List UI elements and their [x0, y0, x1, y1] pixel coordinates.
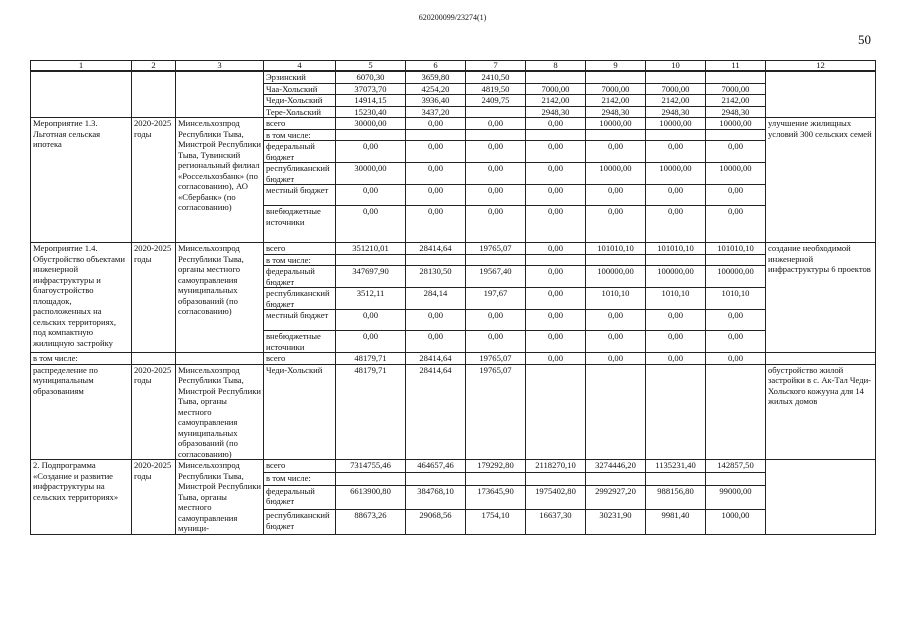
- value-cell: 28414,64: [406, 353, 466, 365]
- value-cell: 2409,75: [466, 95, 526, 107]
- value-cell: 0,00: [646, 141, 706, 163]
- value-cell: 0,00: [406, 141, 466, 163]
- value-cell: [466, 254, 526, 266]
- district-label: Эрзинский: [264, 71, 336, 83]
- measure-executor: Минсельхозпрод Республики Тыва, Минстрой Республики Тыва, органы местного самоуправления муниципальных образований (по согласованию): [176, 364, 264, 460]
- value-cell: 101010,10: [586, 243, 646, 255]
- funding-source-label: республиканский бюджет: [264, 288, 336, 310]
- cell-empty: [766, 71, 876, 118]
- value-cell: 2142,00: [646, 95, 706, 107]
- district-label: Тере-Хольский: [264, 106, 336, 118]
- measure-years: 2020-2025 годы: [132, 460, 176, 535]
- value-cell: [466, 129, 526, 141]
- funding-source-label: республиканский бюджет: [264, 510, 336, 534]
- value-cell: [406, 129, 466, 141]
- value-cell: 28414,64: [406, 364, 466, 460]
- funding-source-label: в том числе:: [264, 129, 336, 141]
- measure-result: улучшение жилищных условий 300 сельских семей: [766, 118, 876, 243]
- funding-source-label: всего: [264, 118, 336, 130]
- value-cell: [646, 254, 706, 266]
- measure-name: 2. Подпрограмма «Создание и развитие инфраструктуры на сельских территориях»: [31, 460, 132, 535]
- value-cell: 0,00: [406, 163, 466, 185]
- value-cell: 179292,80: [466, 460, 526, 473]
- value-cell: 0,00: [406, 331, 466, 353]
- value-cell: [706, 254, 766, 266]
- value-cell: 100000,00: [586, 266, 646, 288]
- value-cell: [336, 129, 406, 141]
- value-cell: 0,00: [336, 185, 406, 206]
- value-cell: 7000,00: [586, 83, 646, 95]
- value-cell: 19567,40: [466, 266, 526, 288]
- value-cell: 0,00: [646, 206, 706, 243]
- value-cell: 30231,90: [586, 510, 646, 534]
- value-cell: 3936,40: [406, 95, 466, 107]
- column-header: 8: [526, 61, 586, 72]
- value-cell: [646, 129, 706, 141]
- value-cell: 142857,50: [706, 460, 766, 473]
- value-cell: 0,00: [586, 141, 646, 163]
- value-cell: 30000,00: [336, 118, 406, 130]
- value-cell: 15230,40: [336, 106, 406, 118]
- value-cell: 2948,30: [526, 106, 586, 118]
- value-cell: [586, 71, 646, 83]
- value-cell: 10000,00: [706, 163, 766, 185]
- value-cell: 284,14: [406, 288, 466, 310]
- value-cell: 3512,11: [336, 288, 406, 310]
- column-header: 3: [176, 61, 264, 72]
- value-cell: 0,00: [586, 206, 646, 243]
- value-cell: 7000,00: [526, 83, 586, 95]
- value-cell: 48179,71: [336, 353, 406, 365]
- value-cell: 101010,10: [706, 243, 766, 255]
- value-cell: 4254,20: [406, 83, 466, 95]
- value-cell: [706, 364, 766, 460]
- value-cell: 0,00: [526, 331, 586, 353]
- value-cell: 0,00: [466, 118, 526, 130]
- value-cell: [706, 129, 766, 141]
- value-cell: [336, 254, 406, 266]
- value-cell: 10000,00: [706, 118, 766, 130]
- table-row: [31, 118, 876, 130]
- district-label: Чеди-Хольский: [264, 364, 336, 460]
- including-label: в том числе:: [31, 353, 132, 365]
- value-cell: 988156,80: [646, 485, 706, 509]
- value-cell: 1975402,80: [526, 485, 586, 509]
- funding-source-label: местный бюджет: [264, 310, 336, 331]
- measure-years: 2020-2025 годы: [132, 243, 176, 353]
- measure-years: 2020-2025 годы: [132, 364, 176, 460]
- value-cell: 0,00: [406, 118, 466, 130]
- value-cell: [586, 472, 646, 485]
- measure-result: [766, 460, 876, 535]
- funding-source-label: всего: [264, 353, 336, 365]
- value-cell: 0,00: [526, 266, 586, 288]
- value-cell: 0,00: [706, 185, 766, 206]
- value-cell: [526, 254, 586, 266]
- value-cell: 0,00: [336, 141, 406, 163]
- value-cell: 3659,80: [406, 71, 466, 83]
- measure-name: Мероприятие 1.4. Обустройство объектами инженерной инфраструктуры и благоустройство площадок, расположенных на сельских территориях, под компактную жилищную застройку: [31, 243, 132, 353]
- measure-executor: Минсельхозпрод Республики Тыва, Минстрой Республики Тыва, Тувинский региональный филиал «Россельхозбанк» (по согласованию), АО «Сбербанк» (по согласованию): [176, 118, 264, 243]
- value-cell: [586, 129, 646, 141]
- value-cell: 28130,50: [406, 266, 466, 288]
- budget-table: [30, 60, 876, 535]
- value-cell: 0,00: [586, 331, 646, 353]
- value-cell: [646, 71, 706, 83]
- value-cell: [706, 472, 766, 485]
- value-cell: 19765,07: [466, 243, 526, 255]
- value-cell: 3274446,20: [586, 460, 646, 473]
- value-cell: [406, 472, 466, 485]
- value-cell: 1010,10: [586, 288, 646, 310]
- value-cell: 9981,40: [646, 510, 706, 534]
- value-cell: 0,00: [526, 310, 586, 331]
- value-cell: 2118270,10: [526, 460, 586, 473]
- value-cell: 0,00: [586, 310, 646, 331]
- table-row: [31, 460, 876, 473]
- value-cell: 48179,71: [336, 364, 406, 460]
- district-label: Чаа-Хольский: [264, 83, 336, 95]
- column-header: 11: [706, 61, 766, 72]
- value-cell: 0,00: [646, 185, 706, 206]
- table-row: [31, 243, 876, 255]
- value-cell: 0,00: [706, 331, 766, 353]
- table-row: [31, 353, 876, 365]
- value-cell: 2992927,20: [586, 485, 646, 509]
- value-cell: 7000,00: [706, 83, 766, 95]
- value-cell: 0,00: [586, 185, 646, 206]
- value-cell: 2142,00: [706, 95, 766, 107]
- value-cell: 0,00: [526, 141, 586, 163]
- measure-executor: Минсельхозпрод Республики Тыва, Минстрой Республики Тыва, органы местного самоуправления муници-: [176, 460, 264, 535]
- value-cell: 101010,10: [646, 243, 706, 255]
- value-cell: 0,00: [586, 353, 646, 365]
- value-cell: 0,00: [526, 353, 586, 365]
- value-cell: 1010,10: [646, 288, 706, 310]
- value-cell: 10000,00: [586, 118, 646, 130]
- funding-source-label: местный бюджет: [264, 185, 336, 206]
- funding-source-label: всего: [264, 460, 336, 473]
- value-cell: 2948,30: [586, 106, 646, 118]
- value-cell: 0,00: [526, 206, 586, 243]
- measure-name: Мероприятие 1.3. Льготная сельская ипотека: [31, 118, 132, 243]
- value-cell: [406, 254, 466, 266]
- value-cell: 0,00: [706, 310, 766, 331]
- value-cell: 6613900,80: [336, 485, 406, 509]
- value-cell: 0,00: [466, 331, 526, 353]
- column-header: 6: [406, 61, 466, 72]
- value-cell: 0,00: [466, 141, 526, 163]
- value-cell: 2948,30: [706, 106, 766, 118]
- table-row: [31, 364, 876, 460]
- funding-source-label: в том числе:: [264, 472, 336, 485]
- value-cell: 7000,00: [646, 83, 706, 95]
- value-cell: 100000,00: [646, 266, 706, 288]
- value-cell: [646, 364, 706, 460]
- measure-name: распределение по муниципальным образованиям: [31, 364, 132, 460]
- value-cell: 19765,07: [466, 364, 526, 460]
- cell-empty: [176, 71, 264, 118]
- value-cell: [646, 472, 706, 485]
- value-cell: 384768,10: [406, 485, 466, 509]
- value-cell: 10000,00: [646, 163, 706, 185]
- cell-empty: [132, 71, 176, 118]
- value-cell: 37073,70: [336, 83, 406, 95]
- cell-empty: [31, 71, 132, 118]
- value-cell: 0,00: [466, 185, 526, 206]
- funding-source-label: республиканский бюджет: [264, 163, 336, 185]
- value-cell: [466, 106, 526, 118]
- funding-source-label: внебюджетные источники: [264, 331, 336, 353]
- cell-empty: [766, 353, 876, 365]
- value-cell: 351210,01: [336, 243, 406, 255]
- value-cell: 6070,30: [336, 71, 406, 83]
- measure-years: 2020-2025 годы: [132, 118, 176, 243]
- value-cell: 0,00: [406, 310, 466, 331]
- value-cell: 0,00: [526, 243, 586, 255]
- value-cell: 2142,00: [526, 95, 586, 107]
- value-cell: 0,00: [646, 331, 706, 353]
- funding-source-label: в том числе:: [264, 254, 336, 266]
- value-cell: 10000,00: [646, 118, 706, 130]
- value-cell: 30000,00: [336, 163, 406, 185]
- value-cell: 173645,90: [466, 485, 526, 509]
- value-cell: 0,00: [336, 310, 406, 331]
- value-cell: 0,00: [406, 206, 466, 243]
- value-cell: 0,00: [526, 185, 586, 206]
- value-cell: 7314755,46: [336, 460, 406, 473]
- cell-empty: [176, 353, 264, 365]
- value-cell: [526, 129, 586, 141]
- measure-result: создание необходимой инженерной инфраструктуры 6 проектов: [766, 243, 876, 353]
- district-label: Чеди-Хольский: [264, 95, 336, 107]
- value-cell: [706, 71, 766, 83]
- value-cell: 0,00: [466, 163, 526, 185]
- measure-executor: Минсельхозпрод Республики Тыва, органы местного самоуправления муниципальных образований (по согласованию): [176, 243, 264, 353]
- value-cell: 28414,64: [406, 243, 466, 255]
- value-cell: 1135231,40: [646, 460, 706, 473]
- value-cell: 0,00: [466, 310, 526, 331]
- column-header: 5: [336, 61, 406, 72]
- value-cell: 3437,20: [406, 106, 466, 118]
- value-cell: 0,00: [526, 163, 586, 185]
- value-cell: [586, 254, 646, 266]
- table-row: [31, 61, 876, 72]
- value-cell: 0,00: [706, 353, 766, 365]
- value-cell: [526, 71, 586, 83]
- page-number: 50: [858, 32, 871, 47]
- measure-result: обустройство жилой застройки в с. Ак-Тал Чеди-Хольского кожууна для 14 жилых домов: [766, 364, 876, 460]
- value-cell: 0,00: [406, 185, 466, 206]
- value-cell: 464657,46: [406, 460, 466, 473]
- value-cell: 1000,00: [706, 510, 766, 534]
- value-cell: 99000,00: [706, 485, 766, 509]
- value-cell: 4819,50: [466, 83, 526, 95]
- value-cell: 0,00: [466, 206, 526, 243]
- value-cell: 0,00: [646, 310, 706, 331]
- value-cell: 14914,15: [336, 95, 406, 107]
- value-cell: 2948,30: [646, 106, 706, 118]
- column-header: 2: [132, 61, 176, 72]
- value-cell: 1010,10: [706, 288, 766, 310]
- value-cell: 0,00: [526, 118, 586, 130]
- value-cell: [586, 364, 646, 460]
- funding-source-label: внебюджетные источники: [264, 206, 336, 243]
- funding-source-label: всего: [264, 243, 336, 255]
- funding-source-label: федеральный бюджет: [264, 141, 336, 163]
- column-header: 10: [646, 61, 706, 72]
- value-cell: 0,00: [646, 353, 706, 365]
- funding-source-label: федеральный бюджет: [264, 485, 336, 509]
- value-cell: [526, 364, 586, 460]
- column-header: 7: [466, 61, 526, 72]
- column-header: 9: [586, 61, 646, 72]
- column-header: 1: [31, 61, 132, 72]
- column-header: 4: [264, 61, 336, 72]
- column-header: 12: [766, 61, 876, 72]
- value-cell: 19765,07: [466, 353, 526, 365]
- value-cell: 29068,56: [406, 510, 466, 534]
- value-cell: 0,00: [336, 331, 406, 353]
- value-cell: 0,00: [706, 141, 766, 163]
- value-cell: 2410,50: [466, 71, 526, 83]
- value-cell: 347697,90: [336, 266, 406, 288]
- value-cell: 88673,26: [336, 510, 406, 534]
- value-cell: 1754,10: [466, 510, 526, 534]
- value-cell: 100000,00: [706, 266, 766, 288]
- value-cell: 10000,00: [586, 163, 646, 185]
- value-cell: 2142,00: [586, 95, 646, 107]
- value-cell: 16637,30: [526, 510, 586, 534]
- cell-empty: [132, 353, 176, 365]
- funding-source-label: федеральный бюджет: [264, 266, 336, 288]
- value-cell: [336, 472, 406, 485]
- value-cell: 0,00: [336, 206, 406, 243]
- value-cell: 0,00: [526, 288, 586, 310]
- table-row: [31, 71, 876, 83]
- value-cell: [526, 472, 586, 485]
- value-cell: 197,67: [466, 288, 526, 310]
- document-id: 620200099/23274(1): [418, 13, 487, 22]
- value-cell: [466, 472, 526, 485]
- value-cell: 0,00: [706, 206, 766, 243]
